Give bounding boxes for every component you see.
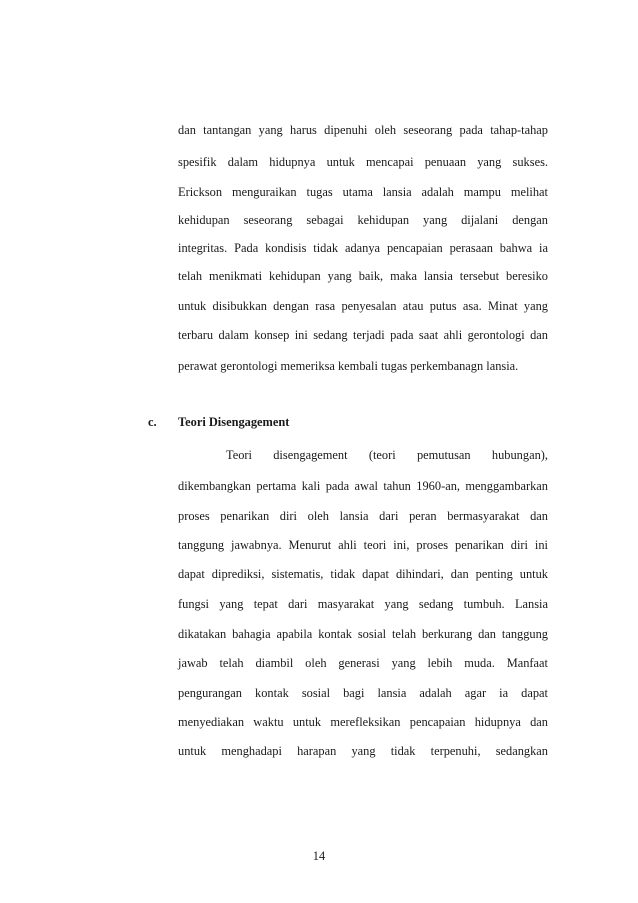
text-line: perawat gerontologi memeriksa kembali tugas perkembanagn lansia. [178, 359, 519, 373]
text-line: proses penarikan diri oleh lansia dari peran bermasyarakat dan [178, 509, 548, 523]
text-line: integritas. Pada kondisis tidak adanya pencapaian perasaan bahwa ia [178, 241, 548, 255]
text-line: Erickson menguraikan tugas utama lansia adalah mampu melihat [178, 185, 548, 199]
text-line: dikatakan bahagia apabila kontak sosial telah berkurang dan tanggung [178, 627, 548, 641]
text-line: tanggung jawabnya. Menurut ahli teori ini, proses penarikan diri ini [178, 538, 548, 552]
text-line: Teori disengagement (teori pemutusan hubungan), [226, 448, 548, 462]
text-line: dikembangkan pertama kali pada awal tahun 1960-an, menggambarkan [178, 479, 548, 493]
text-line: menyediakan waktu untuk merefleksikan pencapaian hidupnya dan [178, 715, 548, 729]
text-line: terbaru dalam konsep ini sedang terjadi pada saat ahli gerontologi dan [178, 328, 548, 342]
text-line: spesifik dalam hidupnya untuk mencapai penuaan yang sukses. [178, 155, 548, 169]
text-line: kehidupan seseorang sebagai kehidupan yang dijalani dengan [178, 213, 548, 227]
section-marker: c. [148, 415, 157, 429]
section-heading [148, 414, 289, 430]
section-title: Teori Disengagement [178, 415, 290, 429]
text-line: pengurangan kontak sosial bagi lansia adalah agar ia dapat [178, 686, 548, 700]
text-line: dapat diprediksi, sistematis, tidak dapat dihindari, dan penting untuk [178, 567, 548, 581]
page-number: 14 [312, 849, 326, 863]
text-line: dan tantangan yang harus dipenuhi oleh seseorang pada tahap-tahap [178, 123, 548, 137]
text-line: untuk menghadapi harapan yang tidak terpenuhi, sedangkan [178, 744, 548, 758]
text-line: fungsi yang tepat dari masyarakat yang sedang tumbuh. Lansia [178, 597, 548, 611]
text-line: jawab telah diambil oleh generasi yang lebih muda. Manfaat [178, 656, 548, 670]
text-line: telah menikmati kehidupan yang baik, maka lansia tersebut beresiko [178, 269, 548, 283]
text-line: untuk disibukkan dengan rasa penyesalan atau putus asa. Minat yang [178, 299, 548, 313]
